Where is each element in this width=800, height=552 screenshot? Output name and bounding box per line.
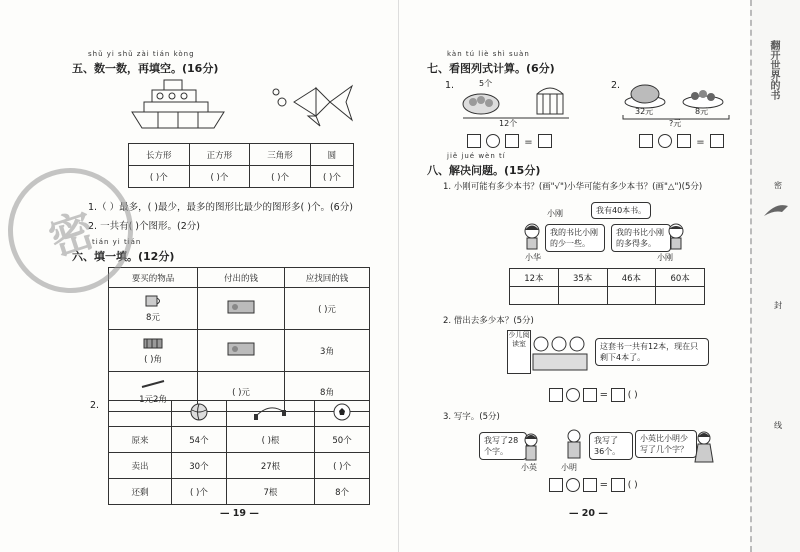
- sold-ball: 30个: [172, 453, 227, 479]
- remaining-soccer: 8个: [315, 479, 370, 505]
- price-pencilbox[interactable]: ( )角: [144, 355, 162, 365]
- s7-q2-total: ?元: [669, 119, 682, 128]
- count-triangle[interactable]: ( )个: [250, 166, 311, 188]
- girl-question-figure: [693, 430, 715, 464]
- answer-box[interactable]: [583, 478, 597, 492]
- section5-q2: 2. 一共有( )个图形。(2分): [88, 221, 200, 232]
- s8-q3-bubble-c: 小英比小明少写了几个字？: [635, 430, 697, 458]
- sold-soccer[interactable]: ( )个: [315, 453, 370, 479]
- s8-q3-name-b: 小明: [561, 463, 577, 472]
- change-cup[interactable]: ( )元: [285, 288, 370, 330]
- s8-q3-bubble-a: 我写了28个字。: [479, 432, 527, 460]
- page-number-left: — 19 —: [220, 508, 259, 519]
- seal-mark-3: 线: [774, 421, 782, 430]
- option-35: 35本: [558, 269, 607, 287]
- original-soccer: 50个: [315, 427, 370, 453]
- s8-q1-bubble-top: 我有40本书。: [591, 202, 651, 219]
- s8-q1-name-top: 小刚: [547, 209, 563, 218]
- s8-q2-unit[interactable]: ( ): [627, 390, 638, 401]
- original-ball: 54个: [172, 427, 227, 453]
- s8-q3-question: 3. 写字。(5分): [443, 412, 500, 422]
- inventory-table: [108, 400, 370, 505]
- pencil-box-icon: [142, 336, 164, 350]
- option-60: 60本: [656, 269, 705, 287]
- s8-q3-equation: = ( ): [549, 478, 638, 492]
- confidential-stamp: 密: [0, 152, 149, 310]
- answer-box[interactable]: [549, 388, 563, 402]
- seal-mark-2: 封: [774, 301, 782, 310]
- girl-figure: [521, 222, 543, 250]
- s8-q2-question: 2. 借出去多少本？(5分): [443, 316, 534, 326]
- s8-q1-bubble-right: 我的书比小刚的多得多。: [611, 224, 671, 252]
- logo-icon: [762, 200, 790, 220]
- section8-title: 八、解决问题。(15分): [427, 164, 541, 177]
- cup-icon: [143, 294, 163, 308]
- soccer-ball-icon: [331, 402, 353, 422]
- page-number-right: — 20 —: [569, 508, 608, 519]
- xiaoying-figure: [521, 432, 541, 462]
- volleyball-icon: [188, 402, 210, 422]
- section5-pinyin: shǔ yi shǔ zài tián kòng: [88, 50, 195, 58]
- paid-cup: [198, 288, 285, 330]
- s8-q1-name-right: 小刚: [657, 253, 673, 262]
- s8-q3-unit[interactable]: ( ): [627, 480, 638, 491]
- section7-pinyin: kàn tú liè shì suàn: [447, 50, 530, 58]
- shape-count-table: [128, 143, 354, 188]
- count-circle[interactable]: ( )个: [310, 166, 353, 188]
- s7-q1-number: 1.: [445, 80, 455, 91]
- section5-q1: 1.（ ）最多，( )最少，最多的图形比最少的图形多( )个。(6分): [88, 202, 353, 213]
- operator-circle[interactable]: [486, 134, 500, 148]
- row-label-remaining: 还剩: [109, 479, 172, 505]
- book-options-table: [509, 268, 705, 305]
- section6-title: 六、填一填。(12分): [72, 250, 175, 263]
- row-label-original: 原来: [109, 427, 172, 453]
- s8-q1-bubble-left: 我的书比小刚的少一些。: [545, 224, 605, 252]
- remaining-rope: 7根: [226, 479, 314, 505]
- jump-rope-icon: [252, 402, 288, 422]
- section6-pinyin: tián yi tián: [92, 238, 142, 246]
- children-reading-figure: [531, 334, 589, 372]
- mark-12[interactable]: [510, 287, 559, 305]
- paid-pencil[interactable]: ( )元: [198, 372, 285, 412]
- operator-circle[interactable]: [658, 134, 672, 148]
- banknote-icon: [226, 341, 256, 357]
- pencil-icon: [138, 378, 168, 390]
- section6-q2-label: 2.: [90, 400, 100, 411]
- inventory-ball: [172, 401, 227, 427]
- right-page: [398, 0, 751, 552]
- header-item: 要买的物品: [109, 268, 198, 288]
- header-triangle: 三角形: [250, 144, 311, 166]
- shopping-table: [108, 267, 370, 412]
- mark-46[interactable]: [607, 287, 656, 305]
- header-rectangle: 长方形: [129, 144, 190, 166]
- s8-q1-name-left: 小华: [525, 253, 541, 262]
- section7-title: 七、看图列式计算。(6分): [427, 62, 555, 75]
- operator-circle[interactable]: [566, 388, 580, 402]
- answer-box[interactable]: [467, 134, 481, 148]
- answer-box[interactable]: [549, 478, 563, 492]
- answer-box[interactable]: [538, 134, 552, 148]
- item-pencilbox: [109, 330, 198, 372]
- ship-figure: [128, 78, 228, 130]
- item-cup: [109, 288, 198, 330]
- change-pencilbox: 3角: [285, 330, 370, 372]
- seal-mark-1: 密: [774, 181, 782, 190]
- answer-box[interactable]: [611, 388, 625, 402]
- price-pencil: 1元2角: [139, 395, 167, 405]
- answer-box[interactable]: [639, 134, 653, 148]
- option-46: 46本: [607, 269, 656, 287]
- s7-q2-left-price: 32元: [635, 107, 654, 116]
- sold-rope: 27根: [226, 453, 314, 479]
- s8-q2-equation: = ( ): [549, 388, 638, 402]
- mark-35[interactable]: [558, 287, 607, 305]
- s7-q1-total: 12个: [499, 119, 518, 128]
- xiaoming-figure: [563, 428, 585, 460]
- reading-room-sign: 少儿阅读室: [507, 330, 531, 374]
- answer-box[interactable]: [583, 388, 597, 402]
- count-square[interactable]: ( )个: [189, 166, 250, 188]
- row-label-sold: 卖出: [109, 453, 172, 479]
- header-circle: 圆: [310, 144, 353, 166]
- fruit-basket-figure: [459, 86, 579, 120]
- brand-text: 翻开世界的书: [768, 40, 779, 100]
- boy-figure: [665, 222, 687, 250]
- fish-figure: [268, 82, 358, 128]
- left-page: [0, 0, 398, 552]
- s8-q2-bubble: 这套书一共有12本，现在只剩下4本了。: [595, 338, 709, 366]
- operator-circle[interactable]: [566, 478, 580, 492]
- answer-box[interactable]: [710, 134, 724, 148]
- banknote-icon: [226, 299, 256, 315]
- inventory-corner: [109, 401, 172, 427]
- original-rope[interactable]: ( )根: [226, 427, 314, 453]
- section8-pinyin: jiě jué wèn tí: [447, 152, 506, 160]
- price-cup: 8元: [146, 313, 160, 323]
- paid-pencilbox: [198, 330, 285, 372]
- section5-title: 五、数一数，再填空。(16分): [72, 62, 219, 75]
- mark-60[interactable]: [656, 287, 705, 305]
- answer-box[interactable]: [677, 134, 691, 148]
- inventory-soccer: [315, 401, 370, 427]
- s7-q1-equation: =: [467, 130, 552, 149]
- option-12: 12本: [510, 269, 559, 287]
- s7-q2-right-price: 8元: [695, 107, 709, 116]
- inventory-rope: [226, 401, 314, 427]
- answer-box[interactable]: [505, 134, 519, 148]
- s7-q2-number: 2.: [611, 80, 621, 91]
- s8-q3-bubble-b: 我写了36个。: [589, 432, 633, 460]
- s7-q2-equation: =: [639, 130, 724, 149]
- count-rectangle[interactable]: ( )个: [129, 166, 190, 188]
- header-paid: 付出的钱: [198, 268, 285, 288]
- header-change: 应找回的钱: [285, 268, 370, 288]
- remaining-ball[interactable]: ( )个: [172, 479, 227, 505]
- s7-q1-count-label: 5个: [479, 79, 493, 88]
- s8-q1-question: 1. 小刚可能有多少本书？(画"√")小华可能有多少本书？(画"△")(5分): [443, 182, 703, 192]
- answer-box[interactable]: [611, 478, 625, 492]
- header-square: 正方形: [189, 144, 250, 166]
- binding-strip: [750, 0, 800, 552]
- change-pencil: 8角: [285, 372, 370, 412]
- s8-q3-name-a: 小英: [521, 463, 537, 472]
